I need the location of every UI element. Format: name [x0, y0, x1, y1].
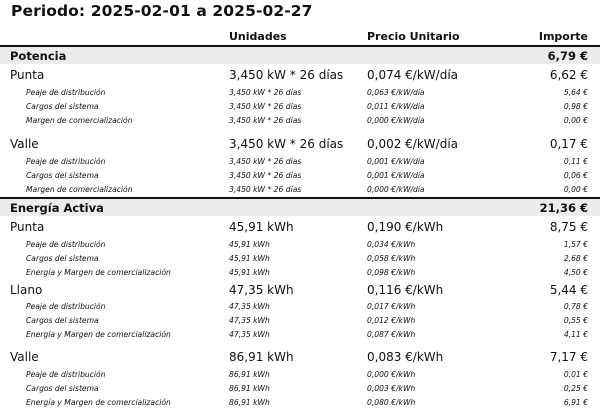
item-amount: 0,00 € — [563, 116, 588, 125]
item-amount: 0,06 € — [563, 171, 588, 180]
item-units: 3,450 kW * 26 días — [229, 116, 302, 125]
group-units: 86,91 kWh — [229, 350, 294, 364]
item-units: 3,450 kW * 26 días — [229, 88, 302, 97]
group-price: 0,002 €/kW/día — [367, 137, 459, 151]
item-units: 3,450 kW * 26 días — [229, 171, 302, 180]
item-price: 0,011 €/kW/día — [367, 102, 425, 111]
item-units: 3,450 kW * 26 días — [229, 157, 302, 166]
item-name: Cargos del sistema — [26, 171, 99, 180]
item-price: 0,063 €/kW/día — [367, 88, 425, 97]
group-price: 0,083 €/kWh — [367, 350, 444, 364]
group-name: Valle — [10, 137, 39, 151]
item-price: 0,034 €/kWh — [367, 240, 416, 249]
group-name: Punta — [10, 68, 45, 82]
item-name: Cargos del sistema — [26, 254, 99, 263]
item-units: 45,91 kWh — [229, 254, 270, 263]
item-units: 3,450 kW * 26 días — [229, 102, 302, 111]
item-price: 0,003 €/kWh — [367, 384, 416, 393]
item-amount: 0,11 € — [563, 157, 588, 166]
item-units: 47,35 kWh — [229, 302, 270, 311]
item-units: 86,91 kWh — [229, 384, 270, 393]
item-price: 0,012 €/kWh — [367, 316, 416, 325]
item-name: Peaje de distribución — [26, 370, 106, 379]
section-name: Energía Activa — [10, 201, 104, 215]
item-name: Margen de comercialización — [26, 116, 133, 125]
group-amount: 6,62 € — [549, 68, 588, 82]
group-amount: 7,17 € — [549, 350, 588, 364]
item-name: Energía y Margen de comercialización — [26, 330, 171, 339]
item-units: 86,91 kWh — [229, 370, 270, 379]
item-name: Energía y Margen de comercialización — [26, 268, 171, 277]
item-amount: 0,25 € — [563, 384, 588, 393]
item-price: 0,098 €/kWh — [367, 268, 416, 277]
group-price: 0,074 €/kW/día — [367, 68, 459, 82]
section-header-energia-activa — [0, 199, 600, 216]
item-name: Cargos del sistema — [26, 316, 99, 325]
amount-header: Importe — [538, 30, 588, 43]
group-name: Llano — [10, 283, 43, 297]
units-header: Unidades — [229, 30, 287, 43]
group-price: 0,190 €/kWh — [367, 220, 444, 234]
item-price: 0,087 €/kWh — [367, 330, 416, 339]
item-name: Peaje de distribución — [26, 240, 106, 249]
group-units: 45,91 kWh — [229, 220, 294, 234]
item-amount: 0,01 € — [563, 370, 588, 379]
item-amount: 5,64 € — [563, 88, 588, 97]
item-price: 0,001 €/kW/día — [367, 157, 425, 166]
item-units: 3,450 kW * 26 días — [229, 185, 302, 194]
group-price: 0,116 €/kWh — [367, 283, 444, 297]
item-name: Cargos del sistema — [26, 102, 99, 111]
item-name: Peaje de distribución — [26, 302, 106, 311]
item-price: 0,080 €/kWh — [367, 398, 416, 407]
item-units: 47,35 kWh — [229, 330, 270, 339]
group-amount: 5,44 € — [549, 283, 588, 297]
group-amount: 8,75 € — [549, 220, 588, 234]
item-units: 45,91 kWh — [229, 240, 270, 249]
item-amount: 4,50 € — [563, 268, 588, 277]
section-total: 21,36 € — [539, 201, 588, 215]
item-name: Peaje de distribución — [26, 157, 106, 166]
item-amount: 0,00 € — [563, 185, 588, 194]
item-amount: 1,57 € — [563, 240, 588, 249]
section-total: 6,79 € — [547, 49, 588, 63]
item-units: 45,91 kWh — [229, 268, 270, 277]
item-price: 0,058 €/kWh — [367, 254, 416, 263]
unit-price-header: Precio Unitario — [367, 30, 460, 43]
group-name: Punta — [10, 220, 45, 234]
item-name: Margen de comercialización — [26, 185, 133, 194]
group-amount: 0,17 € — [549, 137, 588, 151]
item-price: 0,000 €/kW/día — [367, 116, 425, 125]
item-name: Energía y Margen de comercialización — [26, 398, 171, 407]
item-units: 47,35 kWh — [229, 316, 270, 325]
item-amount: 2,68 € — [563, 254, 588, 263]
item-price: 0,001 €/kW/día — [367, 171, 425, 180]
group-units: 3,450 kW * 26 días — [229, 68, 344, 82]
item-units: 86,91 kWh — [229, 398, 270, 407]
item-amount: 0,98 € — [563, 102, 588, 111]
item-price: 0,000 €/kW/día — [367, 185, 425, 194]
item-name: Peaje de distribución — [26, 88, 106, 97]
item-amount: 6,91 € — [563, 398, 588, 407]
item-amount: 4,11 € — [563, 330, 588, 339]
item-amount: 0,78 € — [563, 302, 588, 311]
item-price: 0,000 €/kWh — [367, 370, 416, 379]
group-name: Valle — [10, 350, 39, 364]
section-name: Potencia — [10, 49, 67, 63]
group-units: 47,35 kWh — [229, 283, 294, 297]
item-price: 0,017 €/kWh — [367, 302, 416, 311]
item-amount: 0,55 € — [563, 316, 588, 325]
section-header-potencia — [0, 47, 600, 64]
item-name: Cargos del sistema — [26, 384, 99, 393]
period-title: Periodo: 2025-02-01 a 2025-02-27 — [11, 2, 313, 20]
group-units: 3,450 kW * 26 días — [229, 137, 344, 151]
